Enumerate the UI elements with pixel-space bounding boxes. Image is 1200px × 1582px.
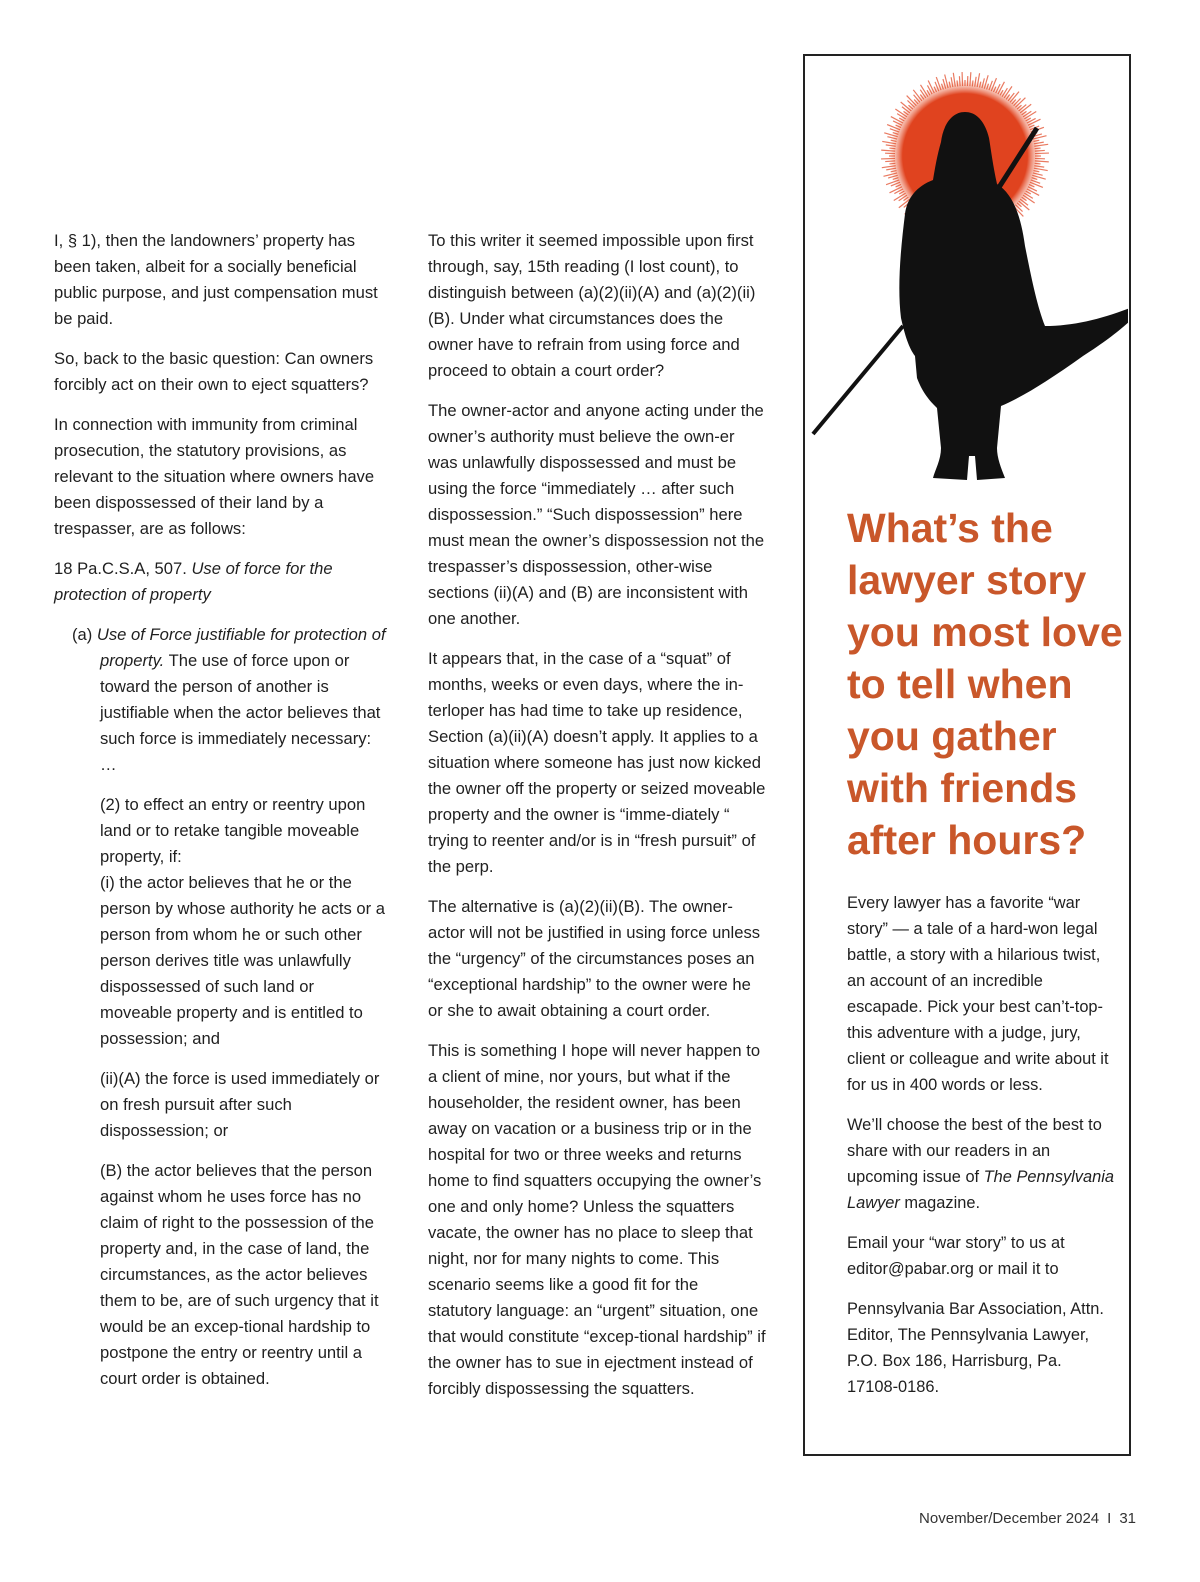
- paragraph: Email your “war story” to us at editor@pabar.org or mail it to: [847, 1234, 1065, 1278]
- sidebar-headline: What’s the lawyer story you most love to tell when you gather with friends after hours?: [847, 505, 1123, 863]
- statute-clause: (ii)(A) the force is used immediately or on fresh pursuit after such dispossession; or: [100, 1069, 380, 1140]
- footer-separator: I: [1107, 1510, 1112, 1527]
- paragraph: So, back to the basic question: Can owners forcibly act on their own to eject squatters?: [54, 349, 374, 394]
- statute-clause: (i) the actor believes that he or the person by whose authority he acts or a person from whom he or such other person derives title was unlawfully dispossessed of such land or moveable property and is entitled to possession; and: [100, 873, 386, 1048]
- paragraph: In connection with immunity from criminal prosecution, the statutory provisions, as relevant to the situation where owners have been dispossessed of their land by a trespasser, are as follows:: [54, 415, 375, 538]
- subsection-title: Use of Force justifiable for protection of property.: [96, 625, 386, 670]
- page-number: 31: [1119, 1510, 1136, 1527]
- paragraph: The alternative is (a)(2)(ii)(B). The owner-actor will not be justified in using force unless the “urgency” of the circumstances poses an “exceptional hardship” to the owner were he or she to await obtaining a court order.: [428, 897, 761, 1020]
- paragraph: It appears that, in the case of a “squat” of months, weeks or even days, where the in-terloper has had time to take up residence, Section (a)(ii)(A) doesn’t apply. It applies to a situation where someone has just now kicked the owner off the property or seized moveable property and the owner is “imme-diately “ trying to reenter and/or is in “fresh pursuit” of the perp.: [428, 649, 766, 876]
- subsection-label: (a): [72, 625, 97, 644]
- magazine-title: The Pennsylvania Lawyer: [847, 1168, 1114, 1212]
- page-footer: [919, 1510, 1136, 1527]
- paragraph: The owner-actor and anyone acting under the owner’s authority must believe the own-er was unlawfully dispossessed and must be using the force “immediately … after such dispossession.” “Such dispossession” here must mean the owner’s dispossession not the trespasser’s dispossession, other-wise sections (ii)(A) and (B) are inconsistent with one another.: [428, 401, 765, 628]
- statute-subsection-a: [54, 622, 386, 778]
- article-column-middle: [428, 228, 766, 1416]
- statute-heading: [54, 556, 386, 608]
- statute-clause: (2) to effect an entry or reentry upon land or to retake tangible moveable property, if:: [100, 795, 366, 866]
- statute-citation: 18 Pa.C.S.A, 507.: [54, 559, 192, 578]
- mailing-address: Pennsylvania Bar Association, Attn. Editor, The Pennsylvania Lawyer, P.O. Box 186, Harrisburg, Pa. 17108-0186.: [847, 1300, 1104, 1396]
- article-column-left: [54, 228, 386, 1406]
- paragraph: Every lawyer has a favorite “war story” — a tale of a hard-won legal battle, a story with a hilarious twist, an account of an incredible escapade. Pick your best can’t-top-this adventure with a judge, jury, client or colleague and write about it for us in 400 words or less.: [847, 894, 1109, 1094]
- warrior-silhouette-icon: [805, 56, 1128, 496]
- statute-clause: (B) the actor believes that the person against whom he uses force has no claim of right to the possession of the property and, in the case of land, the circumstances, as the actor believes them to be, are of such urgency that it would be an excep-tional hardship to postpone the entry or reentry until a court order is obtained.: [100, 1161, 379, 1388]
- paragraph: We’ll choose the best of the best to share with our readers in an upcoming issue of The Pennsylvania Lawyer magazine.: [847, 1116, 1114, 1212]
- sidebar-body: [847, 890, 1117, 1414]
- sword-blade-icon: [813, 326, 903, 434]
- statute-title: Use of force for the protection of property: [54, 559, 333, 604]
- paragraph: This is something I hope will never happen to a client of mine, nor yours, but what if the householder, the resident owner, has been away on vacation or a business trip or in the hospital for two or three weeks and returns home to find squatters occupying the owner’s one and only home? Unless the squatters vacate, the owner has no place to sleep that night, nor for many nights to come. This scenario seems like a good fit for the statutory language: an “urgent” situation, one that would constitute “excep-tional hardship” if the owner has to sue in ejectment instead of forcibly dispossessing the squatters.: [428, 1041, 766, 1398]
- paragraph: To this writer it seemed impossible upon first through, say, 15th reading (I lost count), to distinguish between (a)(2)(ii)(A) and (a)(2)(ii)(B). Under what circumstances does the owner have to refrain from using force and proceed to obtain a court order?: [428, 231, 756, 380]
- subsection-text: The use of force upon or toward the person of another is justifiable when the actor believes that such force is immediately necessary: …: [100, 651, 381, 774]
- paragraph: I, § 1), then the landowners’ property has been taken, albeit for a socially beneficial public purpose, and just compensation must be paid.: [54, 231, 378, 328]
- issue-date: November/December 2024: [919, 1510, 1100, 1527]
- war-story-sidebar: [803, 54, 1131, 1456]
